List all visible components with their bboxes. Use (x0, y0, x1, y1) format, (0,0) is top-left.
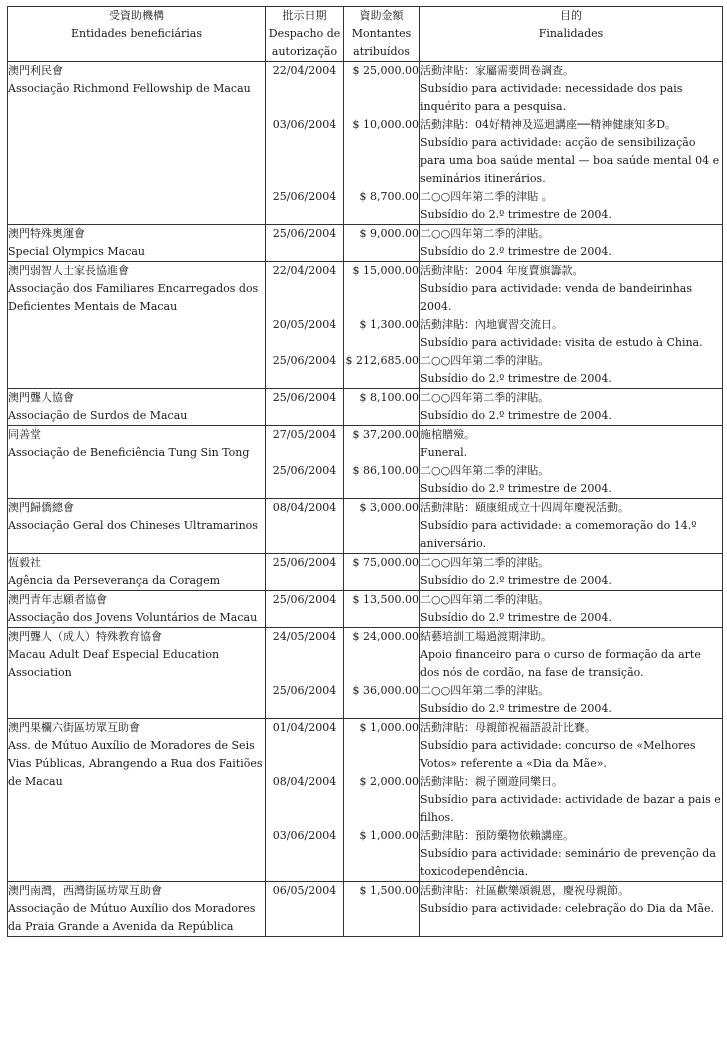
entity-cell (8, 628, 266, 719)
grant-amount: $ 1,000.00 (359, 721, 419, 734)
grant-purpose (420, 389, 722, 425)
entity-name-zh: 澳門南灣，西灣街區坊眾互助會 (8, 884, 162, 897)
purpose-pt: Subsídio para actividade: visita de estudo à China. (420, 336, 703, 349)
grant-amount: $ 2,000.00 (359, 775, 419, 788)
purpose-pt: Subsídio do 2.º trimestre de 2004. (420, 372, 612, 385)
purpose-zh: 結藝培訓工場過渡期津助。 (420, 630, 552, 643)
grant-amount: $ 1,500.00 (359, 884, 419, 897)
entity-name-zh: 澳門弱智人士家長協進會 (8, 264, 129, 277)
table-row (8, 62, 723, 225)
amount-cell (344, 62, 420, 225)
grant-purpose (420, 462, 722, 498)
grant-date: 03/06/2004 (272, 829, 337, 842)
purpose-zh: 二○○四年第二季的津貼。 (420, 593, 550, 606)
grant-purpose (420, 188, 722, 224)
header-date (266, 7, 344, 62)
entity-name-pt: Ass. de Mútuo Auxílio de Moradores de Seis Vias Públicas, Abrangendo a Rua dos Faitiões de Macau (8, 739, 263, 788)
entity-cell (8, 225, 266, 262)
amount-cell (344, 262, 420, 389)
entity-name-pt: Associação dos Familiares Encarregados dos Deficientes Mentais de Macau (8, 282, 259, 313)
grant-amount: $ 10,000.00 (352, 118, 419, 131)
grant-date: 03/06/2004 (272, 118, 337, 131)
entity-name-pt: Associação de Surdos de Macau (8, 409, 188, 422)
date-cell (266, 719, 344, 882)
amount-cell (344, 882, 420, 937)
grant-date: 25/06/2004 (272, 464, 337, 477)
header-purpose-pt: Finalidades (538, 27, 604, 40)
grant-date: 25/06/2004 (272, 354, 337, 367)
grant-purpose (420, 316, 722, 352)
purpose-cell (420, 262, 723, 389)
grant-purpose (420, 882, 722, 918)
grant-amount: $ 86,100.00 (352, 464, 419, 477)
entity-name-pt: Associação Geral dos Chineses Ultramarinos (8, 519, 258, 532)
grant-date: 08/04/2004 (272, 501, 337, 514)
table-row (8, 225, 723, 262)
grant-amount: $ 75,000.00 (352, 556, 419, 569)
header-date-zh: 批示日期 (282, 9, 327, 22)
entity-cell (8, 554, 266, 591)
grant-purpose (420, 591, 722, 627)
amount-cell (344, 719, 420, 882)
grant-date: 25/06/2004 (272, 593, 337, 606)
grant-amount: $ 24,000.00 (352, 630, 419, 643)
grant-amount: $ 1,300.00 (359, 318, 419, 331)
grant-purpose (420, 426, 722, 462)
table-row (8, 882, 723, 937)
purpose-zh: 活動津貼：家屬需要問卷調查。 (420, 64, 574, 77)
entity-cell (8, 499, 266, 554)
header-amount-pt1: Montantes (351, 27, 412, 40)
grant-date: 01/04/2004 (272, 721, 337, 734)
table-row (8, 628, 723, 719)
entity-name-pt: Agência da Perseverança da Coragem (8, 574, 221, 587)
purpose-cell (420, 882, 723, 937)
purpose-pt: Subsídio para actividade: concurso de «Melhores Votos» referente a «Dia da Mãe». (420, 739, 696, 770)
entity-name-zh: 澳門果欄六街區坊眾互助會 (8, 721, 140, 734)
grant-date: 25/06/2004 (272, 391, 337, 404)
purpose-zh: 活動津貼：2004 年度賣旗籌款。 (420, 264, 584, 277)
purpose-zh: 二○○四年第二季的津貼 。 (420, 190, 553, 203)
entity-name-zh: 澳門特殊奧運會 (8, 227, 85, 240)
grant-purpose (420, 719, 722, 773)
date-cell (266, 554, 344, 591)
grant-purpose (420, 352, 722, 388)
grants-table-body (8, 62, 723, 937)
purpose-pt: Subsídio do 2.º trimestre de 2004. (420, 611, 612, 624)
purpose-cell (420, 225, 723, 262)
purpose-pt: Subsídio para actividade: venda de bandeirinhas 2004. (420, 282, 693, 313)
grant-amount: $ 212,685.00 (345, 354, 419, 367)
entity-cell (8, 389, 266, 426)
purpose-pt: Apoio financeiro para o curso de formação da arte dos nós de cordão, na fase de transição. (420, 648, 701, 679)
grant-amount: $ 1,000.00 (359, 829, 419, 842)
grant-amount: $ 3,000.00 (359, 501, 419, 514)
purpose-zh: 二○○四年第二季的津貼。 (420, 227, 550, 240)
header-date-pt2: autorização (271, 45, 338, 58)
grant-date: 20/05/2004 (272, 318, 337, 331)
amount-cell (344, 554, 420, 591)
amount-cell (344, 426, 420, 499)
grant-date: 22/04/2004 (272, 264, 337, 277)
header-amount-pt2: atribuídos (353, 45, 410, 58)
purpose-pt: Subsídio do 2.º trimestre de 2004. (420, 702, 612, 715)
date-cell (266, 499, 344, 554)
purpose-cell (420, 591, 723, 628)
entity-name-zh: 澳門聾人（成人）特殊教育協會 (8, 630, 162, 643)
purpose-pt: Funeral. (420, 446, 468, 459)
purpose-pt: Subsídio para actividade: acção de sensibilização para uma boa saúde mental — boa saúde mental 04 e seminários itinerários. (420, 136, 720, 185)
date-cell (266, 882, 344, 937)
entity-name-zh: 恆毅社 (8, 556, 41, 569)
grant-date: 27/05/2004 (272, 428, 337, 441)
grant-date: 22/04/2004 (272, 64, 337, 77)
grant-purpose (420, 628, 722, 682)
entity-cell (8, 719, 266, 882)
entity-cell (8, 426, 266, 499)
entity-name-pt: Special Olympics Macau (8, 245, 146, 258)
purpose-zh: 二○○四年第二季的津貼。 (420, 556, 550, 569)
purpose-pt: Subsídio para actividade: necessidade dos pais inquérito para a pesquisa. (420, 82, 683, 113)
table-header-row (8, 7, 723, 62)
header-date-pt1: Despacho de (268, 27, 341, 40)
purpose-pt: Subsídio para actividade: actividade de bazar a pais e filhos. (420, 793, 721, 824)
grant-date: 25/06/2004 (272, 227, 337, 240)
header-entity (8, 7, 266, 62)
grant-date: 25/06/2004 (272, 556, 337, 569)
grant-date: 25/06/2004 (272, 684, 337, 697)
grant-amount: $ 9,000.00 (359, 227, 419, 240)
purpose-pt: Subsídio para actividade: celebração do Dia da Mãe. (420, 902, 715, 915)
purpose-zh: 活動津貼：04好精神及巡迴講座──精神健康知多D。 (420, 118, 677, 131)
entity-name-zh: 澳門歸僑總會 (8, 501, 74, 514)
table-row (8, 719, 723, 882)
purpose-cell (420, 62, 723, 225)
grant-purpose (420, 262, 722, 316)
table-row (8, 591, 723, 628)
purpose-cell (420, 389, 723, 426)
grant-amount: $ 13,500.00 (352, 593, 419, 606)
grant-purpose (420, 225, 722, 261)
date-cell (266, 591, 344, 628)
purpose-zh: 二○○四年第二季的津貼。 (420, 684, 550, 697)
amount-cell (344, 225, 420, 262)
purpose-pt: Subsídio para actividade: seminário de prevenção da toxicodependência. (420, 847, 716, 878)
table-row (8, 499, 723, 554)
purpose-cell (420, 499, 723, 554)
grant-purpose (420, 827, 722, 881)
table-row (8, 426, 723, 499)
entity-cell (8, 591, 266, 628)
entity-name-pt: Associação de Mútuo Auxílio dos Moradores da Praia Grande a Avenida da República (8, 902, 256, 933)
purpose-zh: 活動津貼：社區歡樂頌親恩，慶祝母親節。 (420, 884, 629, 897)
header-purpose-zh: 目的 (560, 9, 582, 22)
entity-name-zh: 澳門利民會 (8, 64, 63, 77)
purpose-zh: 活動津貼：頤康組成立十四周年慶祝活動。 (420, 501, 629, 514)
grant-purpose (420, 682, 722, 718)
entity-name-pt: Associação dos Jovens Voluntários de Macau (8, 611, 258, 624)
entity-name-pt: Macau Adult Deaf Especial Education Association (8, 648, 220, 679)
purpose-pt: Subsídio do 2.º trimestre de 2004. (420, 574, 612, 587)
amount-cell (344, 389, 420, 426)
header-entity-pt: Entidades beneficiárias (70, 27, 203, 40)
entity-cell (8, 262, 266, 389)
purpose-zh: 二○○四年第二季的津貼。 (420, 464, 550, 477)
grant-date: 24/05/2004 (272, 630, 337, 643)
purpose-pt: Subsídio para actividade: a comemoração do 14.º aniversário. (420, 519, 697, 550)
purpose-zh: 活動津貼：母親節祝福語設計比賽。 (420, 721, 596, 734)
date-cell (266, 262, 344, 389)
entity-name-pt: Associação de Beneficiência Tung Sin Tong (8, 446, 250, 459)
grant-amount: $ 8,700.00 (359, 190, 419, 203)
purpose-zh: 二○○四年第二季的津貼。 (420, 391, 550, 404)
purpose-cell (420, 628, 723, 719)
purpose-pt: Subsídio do 2.º trimestre de 2004. (420, 482, 612, 495)
entity-name-zh: 澳門聾人協會 (8, 391, 74, 404)
grant-purpose (420, 499, 722, 553)
purpose-pt: Subsídio do 2.º trimestre de 2004. (420, 409, 612, 422)
purpose-zh: 施棺贈殮。 (420, 428, 475, 441)
date-cell (266, 225, 344, 262)
grant-purpose (420, 62, 722, 116)
entity-cell (8, 882, 266, 937)
grant-date: 08/04/2004 (272, 775, 337, 788)
grant-date: 25/06/2004 (272, 190, 337, 203)
entity-name-zh: 澳門青年志願者協會 (8, 593, 107, 606)
grant-purpose (420, 116, 722, 188)
grant-purpose (420, 554, 722, 590)
grant-purpose (420, 773, 722, 827)
entity-cell (8, 62, 266, 225)
grant-amount: $ 25,000.00 (352, 64, 419, 77)
date-cell (266, 62, 344, 225)
grant-amount: $ 36,000.00 (352, 684, 419, 697)
date-cell (266, 426, 344, 499)
purpose-zh: 活動津貼：預防藥物依賴講座。 (420, 829, 574, 842)
purpose-pt: Subsídio do 2.º trimestre de 2004. (420, 245, 612, 258)
purpose-cell (420, 426, 723, 499)
table-row (8, 554, 723, 591)
amount-cell (344, 628, 420, 719)
date-cell (266, 628, 344, 719)
grant-date: 06/05/2004 (272, 884, 337, 897)
header-entity-zh: 受資助機構 (109, 9, 164, 22)
table-row (8, 262, 723, 389)
grant-amount: $ 15,000.00 (352, 264, 419, 277)
amount-cell (344, 499, 420, 554)
grant-amount: $ 8,100.00 (359, 391, 419, 404)
purpose-zh: 活動津貼：內地實習交流日。 (420, 318, 563, 331)
purpose-cell (420, 554, 723, 591)
date-cell (266, 389, 344, 426)
amount-cell (344, 591, 420, 628)
purpose-zh: 活動津貼：親子園遊同樂日。 (420, 775, 563, 788)
table-row (8, 389, 723, 426)
purpose-pt: Subsídio do 2.º trimestre de 2004. (420, 208, 612, 221)
header-amount (344, 7, 420, 62)
grants-table (7, 6, 723, 937)
grant-amount: $ 37,200.00 (352, 428, 419, 441)
header-purpose (420, 7, 723, 62)
purpose-zh: 二○○四年第二季的津貼。 (420, 354, 550, 367)
entity-name-pt: Associação Richmond Fellowship de Macau (8, 82, 251, 95)
header-amount-zh: 資助金額 (359, 9, 404, 22)
entity-name-zh: 同善堂 (8, 428, 41, 441)
purpose-cell (420, 719, 723, 882)
